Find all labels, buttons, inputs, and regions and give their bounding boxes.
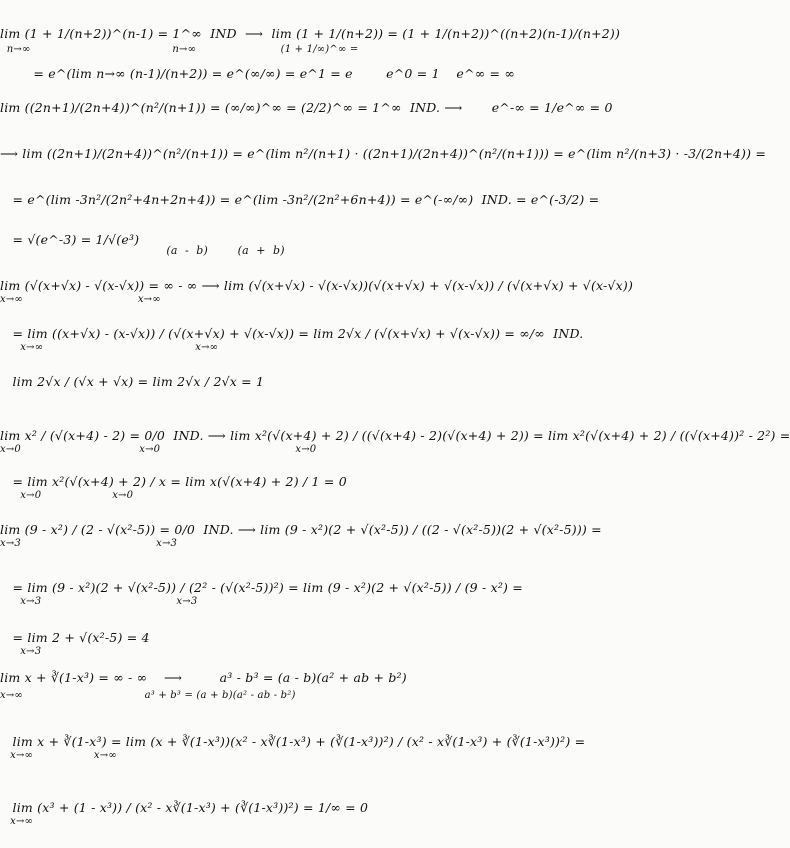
text-line: lim x + ∛(1-x³) = lim (x + ∛(1-x³))(x² - x∛(1-x³) + (∛(1-x³))²) / (x² - x∛(1-x³) + (∛(1-x³))²) = (0, 734, 586, 749)
text-line: n→∞ n→∞ (1 + 1/∞)^∞ = (0, 44, 359, 55)
text-line: lim 2√x / (√x + √x) = lim 2√x / 2√x = 1 (0, 374, 265, 389)
text-line: = lim ((x+√x) - (x-√x)) / (√(x+√x) + √(x-√x)) = lim 2√x / (√(x+√x) + √(x-√x)) = ∞/∞ IND. (0, 326, 584, 341)
text-line: (a - b) (a + b) (0, 244, 285, 257)
text-line: lim (9 - x²) / (2 - √(x²-5)) = 0/0 IND. ⟶ lim (9 - x²)(2 + √(x²-5)) / ((2 - √(x²-5))(2 + √(x²-5))) = (0, 522, 602, 537)
text-line: lim x² / (√(x+4) - 2) = 0/0 IND. ⟶ lim x²(√(x+4) + 2) / ((√(x+4) - 2)(√(x+4) + 2)) = lim x²(√(x+4) + 2) / ((√(x+4))² - 2²) = (0, 428, 790, 443)
text-line: = √(e^-3) = 1/√(e³) (0, 232, 140, 247)
text-line: = lim (9 - x²)(2 + √(x²-5)) / (2² - (√(x²-5))²) = lim (9 - x²)(2 + √(x²-5)) / (9 - x²) = (0, 580, 523, 595)
text-line: lim (1 + 1/(n+2))^(n-1) = 1^∞ IND ⟶ lim (1 + 1/(n+2)) = (1 + 1/(n+2))^((n+2)(n-1)/(n+2)) (0, 26, 621, 41)
text-line: lim ((2n+1)/(2n+4))^(n²/(n+1)) = (∞/∞)^∞ = (2/2)^∞ = 1^∞ IND. ⟶ e^-∞ = 1/e^∞ = 0 (0, 100, 613, 115)
text-line: x→∞ x→∞ (0, 342, 219, 353)
text-line: = lim x²(√(x+4) + 2) / x = lim x(√(x+4) + 2) / 1 = 0 (0, 474, 347, 489)
text-line: x→3 x→3 (0, 596, 198, 607)
text-line: = e^(lim -3n²/(2n²+4n+2n+4)) = e^(lim -3n²/(2n²+6n+4)) = e^(-∞/∞) IND. = e^(-3/2) = (0, 192, 600, 207)
text-line: lim x + ∛(1-x³) = ∞ - ∞ ⟶ a³ - b³ = (a - b)(a² + ab + b²) (0, 670, 407, 685)
text-line: x→∞ (0, 816, 34, 827)
text-line: = e^(lim n→∞ (n-1)/(n+2)) = e^(∞/∞) = e^1 = e e^0 = 1 e^∞ = ∞ (0, 66, 515, 81)
text-line: lim (√(x+√x) - √(x-√x)) = ∞ - ∞ ⟶ lim (√(x+√x) - √(x-√x))(√(x+√x) + √(x-√x)) / (√(x+√x) + √(x-√x)) (0, 278, 634, 293)
text-line: x→0 x→0 (0, 490, 134, 501)
text-line: x→3 (0, 646, 42, 657)
text-line: lim (x³ + (1 - x³)) / (x² - x∛(1-x³) + (∛(1-x³))²) = 1/∞ = 0 (0, 800, 369, 815)
text-line: = lim 2 + √(x²-5) = 4 (0, 630, 150, 645)
text-line: x→0 x→0 x→0 (0, 444, 317, 455)
text-line: x→∞ a³ + b³ = (a + b)(a² - ab - b²) (0, 690, 296, 701)
text-line: ⟶ lim ((2n+1)/(2n+4))^(n²/(n+1)) = e^(lim n²/(n+1) · ((2n+1)/(2n+4))^(n²/(n+1))) = e^(lim n²/(n+3) · -3/(2n+4)) = (0, 146, 767, 161)
text-line: x→∞ x→∞ (0, 750, 117, 761)
text-line: x→∞ x→∞ (0, 294, 161, 305)
text-line: x→3 x→3 (0, 538, 178, 549)
